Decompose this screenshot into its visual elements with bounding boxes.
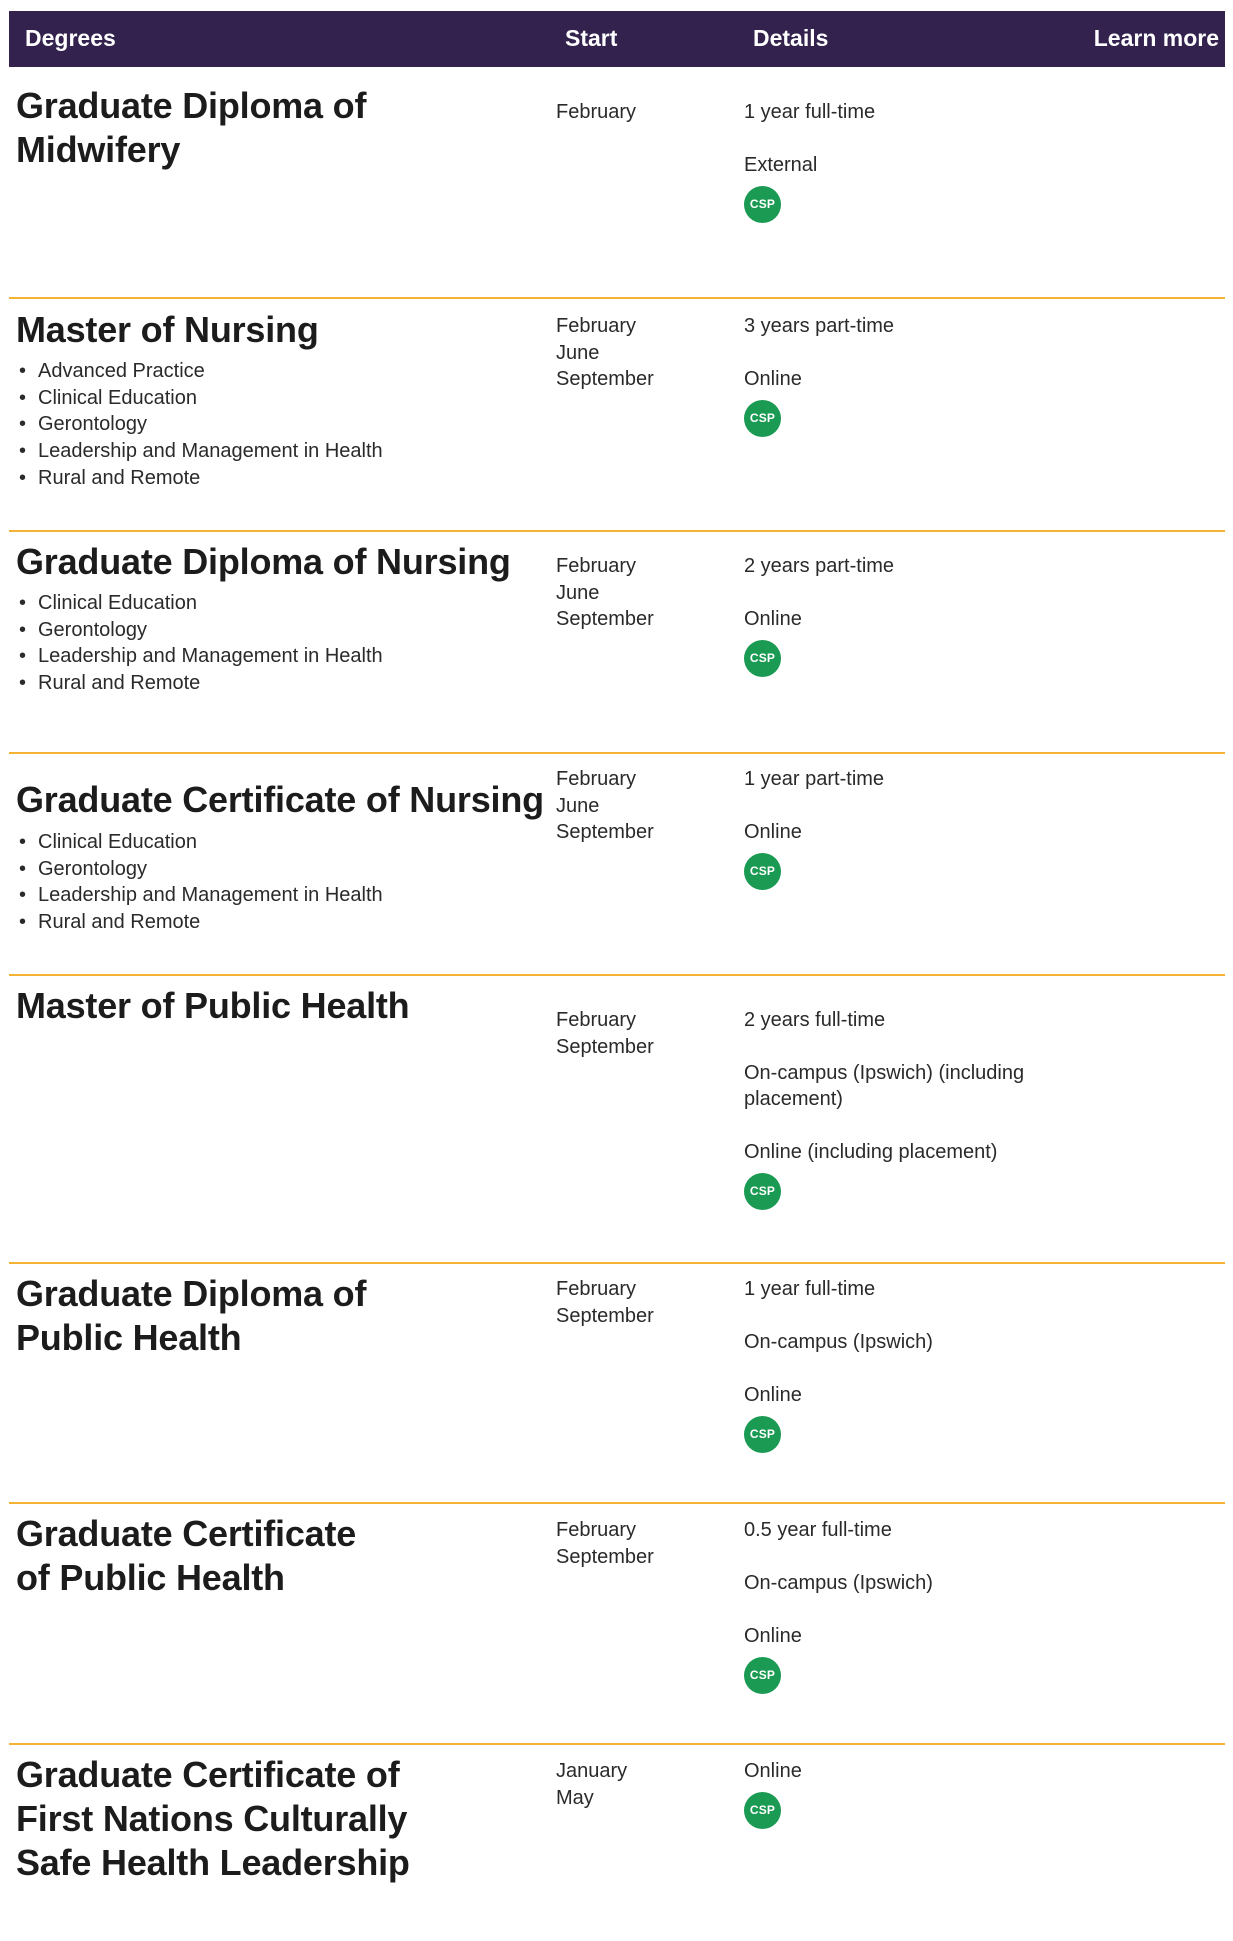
specialisation-item: • Gerontology [16, 856, 383, 883]
row-divider [9, 297, 1225, 299]
study-mode-text: On-campus (Ipswich) (including placement) [744, 1062, 1025, 1110]
degree-details [744, 766, 1074, 890]
start-month: January [556, 1760, 628, 1782]
start-months [556, 766, 654, 846]
degree-title-line: Graduate Certificate of [16, 1754, 400, 1795]
csp-badge: CSP [744, 640, 781, 677]
start-month: February [556, 1009, 637, 1031]
degree-title[interactable] [16, 308, 319, 352]
study-mode-text: On-campus (Ipswich) [744, 1572, 933, 1594]
start-month: February [556, 101, 637, 123]
row-divider [9, 530, 1225, 532]
specialisation-list [16, 829, 383, 936]
csp-badge: CSP [744, 186, 781, 223]
learn-more-column-header: Learn more [1093, 25, 1219, 51]
degree-title-line: First Nations Culturally [16, 1798, 408, 1839]
study-mode-text: Online [744, 1760, 802, 1782]
degree-title-line: Safe Health Leadership [16, 1842, 410, 1883]
csp-badge: CSP [744, 1416, 781, 1453]
csp-badge: CSP [744, 1792, 781, 1829]
start-month: February [556, 315, 637, 337]
degree-title-line: Master of Nursing [16, 309, 319, 350]
row-divider [9, 1743, 1225, 1745]
specialisation-item: • Gerontology [16, 617, 383, 644]
specialisation-item: • Advanced Practice [16, 358, 383, 385]
start-months [556, 1276, 654, 1329]
duration-text: 1 year full-time [744, 101, 876, 123]
duration-text: 3 years part-time [744, 315, 895, 337]
start-month: September [556, 368, 654, 391]
row-divider [9, 1502, 1225, 1504]
degree-title-line: Graduate Certificate [16, 1513, 357, 1554]
degree-title-line: Graduate Certificate of Nursing [16, 779, 544, 820]
start-month: September [556, 1545, 654, 1568]
specialisation-item: • Leadership and Management in Health [16, 643, 383, 670]
start-column-header: Start [565, 25, 618, 51]
degree-title[interactable] [16, 778, 544, 822]
duration-text: 2 years full-time [744, 1009, 886, 1031]
degree-title[interactable] [16, 540, 511, 584]
specialisation-item: • Clinical Education [16, 590, 383, 617]
start-months [556, 1007, 654, 1060]
degree-title[interactable] [16, 984, 409, 1028]
degree-title-line: Master of Public Health [16, 985, 410, 1026]
start-month: June [556, 581, 600, 604]
details-column-header: Details [753, 25, 829, 51]
specialisation-item: • Rural and Remote [16, 670, 383, 697]
study-mode-text: Online [744, 608, 802, 630]
start-month: February [556, 1278, 637, 1300]
start-month: June [556, 794, 600, 817]
study-mode-text: Online [744, 1384, 802, 1406]
start-months [556, 313, 654, 393]
degree-details [744, 1758, 1074, 1829]
degree-title-line: of Public Health [16, 1557, 285, 1598]
degree-details [744, 553, 1074, 677]
row-divider [9, 1262, 1225, 1264]
start-months [556, 1517, 654, 1570]
degree-title[interactable] [16, 1753, 410, 1885]
duration-text: 0.5 year full-time [744, 1519, 892, 1541]
specialisation-item: • Clinical Education [16, 385, 383, 412]
duration-text: 1 year part-time [744, 768, 885, 790]
study-mode-text: Online [744, 368, 802, 390]
study-mode-text: Online (including placement) [744, 1141, 998, 1163]
specialisation-item: • Leadership and Management in Health [16, 438, 383, 465]
specialisation-item: • Rural and Remote [16, 909, 383, 936]
duration-text: 2 years part-time [744, 555, 895, 577]
degree-details [744, 1007, 1074, 1210]
start-month: September [556, 1304, 654, 1327]
start-months [556, 99, 636, 126]
row-divider [9, 974, 1225, 976]
start-month: February [556, 1519, 637, 1541]
degree-details [744, 313, 1074, 437]
study-mode-text: Online [744, 821, 802, 843]
specialisation-list [16, 358, 383, 492]
csp-badge: CSP [744, 400, 781, 437]
table-header [9, 11, 1225, 67]
start-month: May [556, 1786, 594, 1809]
study-mode-text: Online [744, 1625, 802, 1647]
degree-details [744, 99, 1074, 223]
degree-title-line: Graduate Diploma of [16, 1273, 367, 1314]
degree-details [744, 1276, 1074, 1453]
degree-title-line: Public Health [16, 1317, 242, 1358]
study-mode-text: On-campus (Ipswich) [744, 1331, 933, 1353]
row-divider [9, 752, 1225, 754]
specialisation-item: • Leadership and Management in Health [16, 882, 383, 909]
degree-title[interactable] [16, 84, 366, 172]
csp-badge: CSP [744, 1173, 781, 1210]
degree-title-line: Graduate Diploma of [16, 85, 367, 126]
start-month: September [556, 1035, 654, 1058]
specialisation-item: • Rural and Remote [16, 465, 383, 492]
csp-badge: CSP [744, 1657, 781, 1694]
degree-details [744, 1517, 1074, 1694]
degree-title-line: Midwifery [16, 129, 181, 170]
start-month: February [556, 555, 637, 577]
start-months [556, 553, 654, 633]
start-month: September [556, 608, 654, 631]
duration-text: 1 year full-time [744, 1278, 876, 1300]
degree-title[interactable] [16, 1512, 356, 1600]
specialisation-list [16, 590, 383, 697]
start-months [556, 1758, 627, 1811]
degrees-column-header: Degrees [25, 25, 116, 51]
degree-title-line: Graduate Diploma of Nursing [16, 541, 511, 582]
study-mode-text: External [744, 154, 818, 176]
specialisation-item: • Clinical Education [16, 829, 383, 856]
csp-badge: CSP [744, 853, 781, 890]
specialisation-item: • Gerontology [16, 411, 383, 438]
start-month: June [556, 341, 600, 364]
degree-title[interactable] [16, 1272, 366, 1360]
start-month: February [556, 768, 637, 790]
start-month: September [556, 821, 654, 844]
